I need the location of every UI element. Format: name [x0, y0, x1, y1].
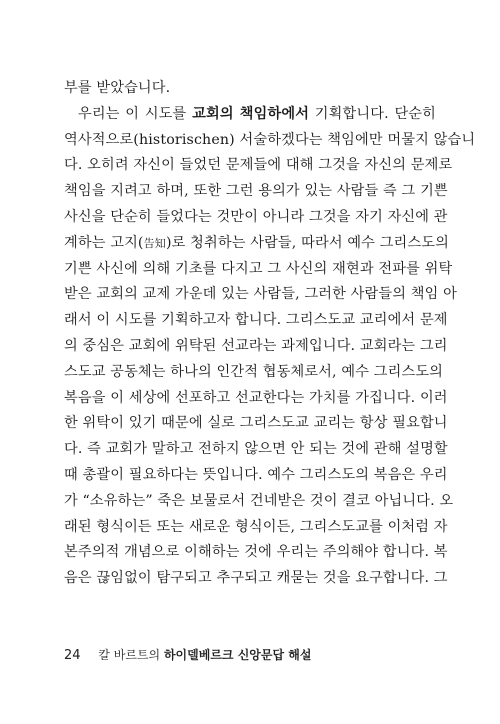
text-line-18: 래된 형식이든 또는 새로운 형식이든, 그리스도교를 이처럼 자: [64, 518, 448, 535]
text-line-17: 가 “소유하는” 죽은 보물로서 건네받은 것이 결코 아닙니다. 오: [64, 492, 454, 509]
emphasis-text: 교회의 책임하에서: [192, 105, 310, 122]
text-line-9: 받은 교회의 교제 가운데 있는 사람들, 그러한 사람들의 책임 아: [64, 286, 457, 303]
text-line-1: 부를 받았습니다.: [64, 80, 171, 96]
text-line-14: 한 위탁이 있기 때문에 실로 그리스도교 교리는 항상 필요합니: [64, 415, 448, 432]
text-line-12: 스도교 공동체는 하나의 인간적 협동체로서, 예수 그리스도의: [64, 363, 443, 380]
text-line-11: 의 중심은 교회에 위탁된 선교라는 과제입니다. 교회라는 그리: [64, 337, 448, 354]
hanja-annotation: 告知: [143, 236, 166, 250]
text-line-10: 래서 이 시도를 기획하고자 합니다. 그리스도교 교리에서 문제: [64, 312, 448, 329]
text-line-4: 다. 오히려 자신이 들었던 문제들에 대해 그것을 자신의 문제로: [64, 157, 453, 174]
text-line-16: 때 총괄이 필요하다는 뜻입니다. 예수 그리스도의 복음은 우리: [64, 466, 448, 483]
text-line-13: 복음을 이 세상에 선포하고 선교한다는 가치를 가집니다. 이러: [64, 389, 448, 406]
text-line-3: 역사적으로(historischen) 서술하겠다는 책임에만 머물지 않습니: [64, 131, 476, 148]
text-line-7: 계하는 고지(告知)로 청취하는 사람들, 따라서 예수 그리스도의: [64, 234, 449, 251]
page-footer: [64, 646, 311, 663]
text-line-6: 사신을 단순히 들었다는 것만이 아니라 그것을 자기 자신에 관: [64, 208, 448, 225]
page-number: 24: [64, 648, 81, 663]
text-line-15: 다. 즉 교회가 말하고 전하지 않으면 안 되는 것에 관해 설명할: [64, 441, 448, 458]
text-line-2: 우리는 이 시도를 교회의 책임하에서 기획합니다. 단순히: [78, 105, 437, 122]
text-line-5: 책임을 지려고 하며, 또한 그런 용의가 있는 사람들 즉 그 기쁜: [64, 183, 448, 200]
text-line-8: 기쁜 사신에 의해 기초를 다지고 그 사신의 재현과 전파를 위탁: [64, 260, 453, 277]
page-body: [64, 76, 476, 592]
running-title: 칼 바르트의 하이델베르크 신앙문답 해설: [98, 648, 312, 662]
text-line-20: 음은 끊임없이 탐구되고 추구되고 캐묻는 것을 요구합니다. 그: [64, 570, 448, 587]
text-line-19: 본주의적 개념으로 이해하는 것에 우리는 주의해야 합니다. 복: [64, 544, 448, 561]
